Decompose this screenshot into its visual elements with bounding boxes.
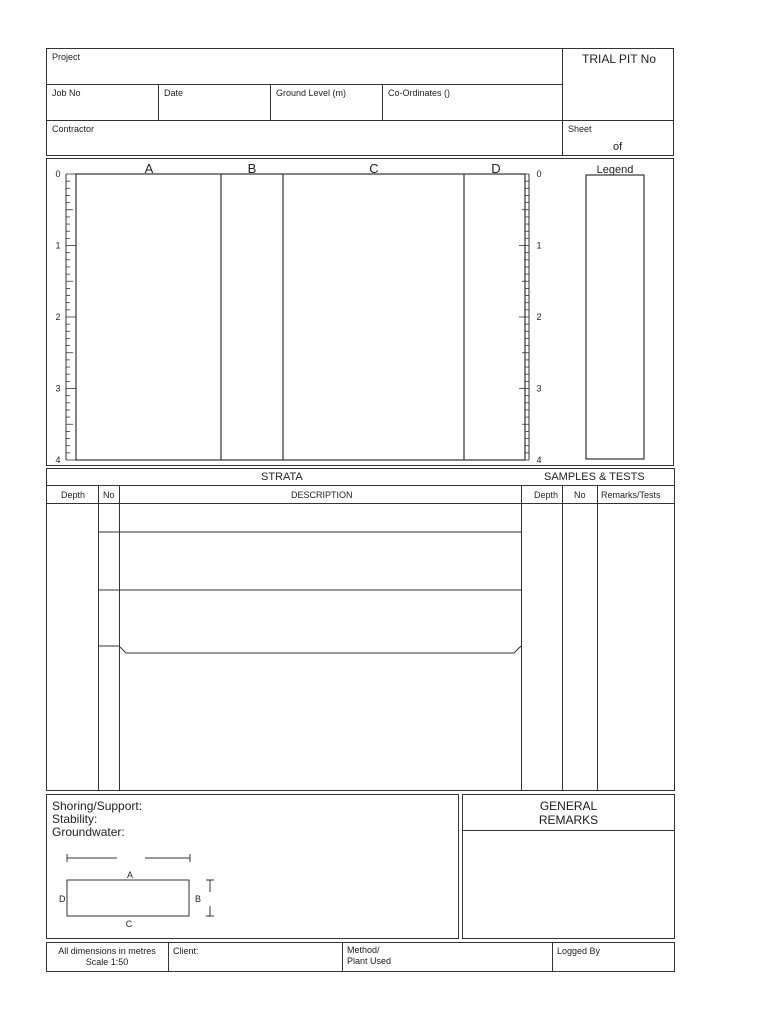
- job-no-label: Job No: [52, 88, 81, 98]
- plan-label-b: B: [195, 894, 202, 904]
- date-label: Date: [164, 88, 184, 98]
- column-label-d: D: [491, 161, 501, 176]
- strata-title: STRATA: [261, 471, 303, 483]
- pit-plan-diagram: [55, 848, 225, 928]
- trial-pit-label: TRIAL PIT No: [582, 52, 657, 66]
- strata-no-header: No: [103, 490, 115, 500]
- sheet-of-label: of: [613, 141, 623, 153]
- left-depth-label-0: 0: [55, 169, 61, 179]
- plan-label-a: A: [126, 870, 134, 880]
- project-label: Project: [52, 52, 81, 62]
- left-depth-label-3: 3: [55, 383, 61, 394]
- general-remarks-divider: [462, 830, 675, 831]
- dimensions-text: All dimensions in metres: [58, 946, 156, 956]
- contractor-label: Contractor: [52, 124, 95, 134]
- strata-description-header: DESCRIPTION: [291, 490, 353, 500]
- groundwater-label: Groundwater:: [52, 825, 125, 839]
- method-label: [347, 945, 391, 967]
- shoring-support-label: Shoring/Support:: [52, 799, 143, 813]
- scale-text: Scale 1:50: [85, 957, 129, 967]
- samples-remarks-header: Remarks/Tests: [601, 490, 661, 500]
- plan-label-d: D: [59, 894, 66, 904]
- general-remarks-line2: REMARKS: [538, 813, 599, 827]
- left-depth-label-4: 4: [55, 455, 61, 465]
- client-label: Client:: [173, 946, 199, 956]
- dimensions-note: [46, 946, 168, 968]
- sheet-label: Sheet: [568, 124, 592, 134]
- method-line1: Method/: [347, 945, 380, 955]
- stability-label: Stability:: [52, 812, 98, 826]
- right-depth-label-4: 4: [536, 455, 542, 465]
- samples-depth-header: Depth: [534, 490, 559, 500]
- left-depth-label-2: 2: [55, 312, 61, 322]
- column-label-a: A: [144, 161, 154, 176]
- strata-depth-header: Depth: [61, 490, 86, 500]
- right-depth-label-2: 2: [536, 312, 542, 322]
- samples-no-header: No: [574, 490, 586, 500]
- left-depth-label-1: 1: [55, 240, 61, 251]
- method-line2: Plant Used: [347, 956, 392, 966]
- logged-by-label: Logged By: [557, 946, 601, 956]
- plan-label-c: C: [125, 919, 133, 928]
- samples-tests-title: SAMPLES & TESTS: [544, 471, 645, 483]
- column-label-b: B: [247, 161, 257, 176]
- right-depth-label-1: 1: [536, 240, 542, 251]
- legend-label: Legend: [596, 164, 634, 176]
- footer-divider: [552, 942, 553, 972]
- general-remarks-title: [462, 799, 675, 827]
- ground-level-label: Ground Level (m): [276, 88, 347, 98]
- general-remarks-line1: GENERAL: [539, 799, 598, 813]
- right-depth-label-0: 0: [536, 169, 542, 179]
- column-label-c: C: [369, 161, 379, 176]
- footer-divider: [342, 942, 343, 972]
- coordinates-label: Co-Ordinates (): [388, 88, 451, 98]
- right-depth-label-3: 3: [536, 383, 542, 394]
- footer-divider: [168, 942, 169, 972]
